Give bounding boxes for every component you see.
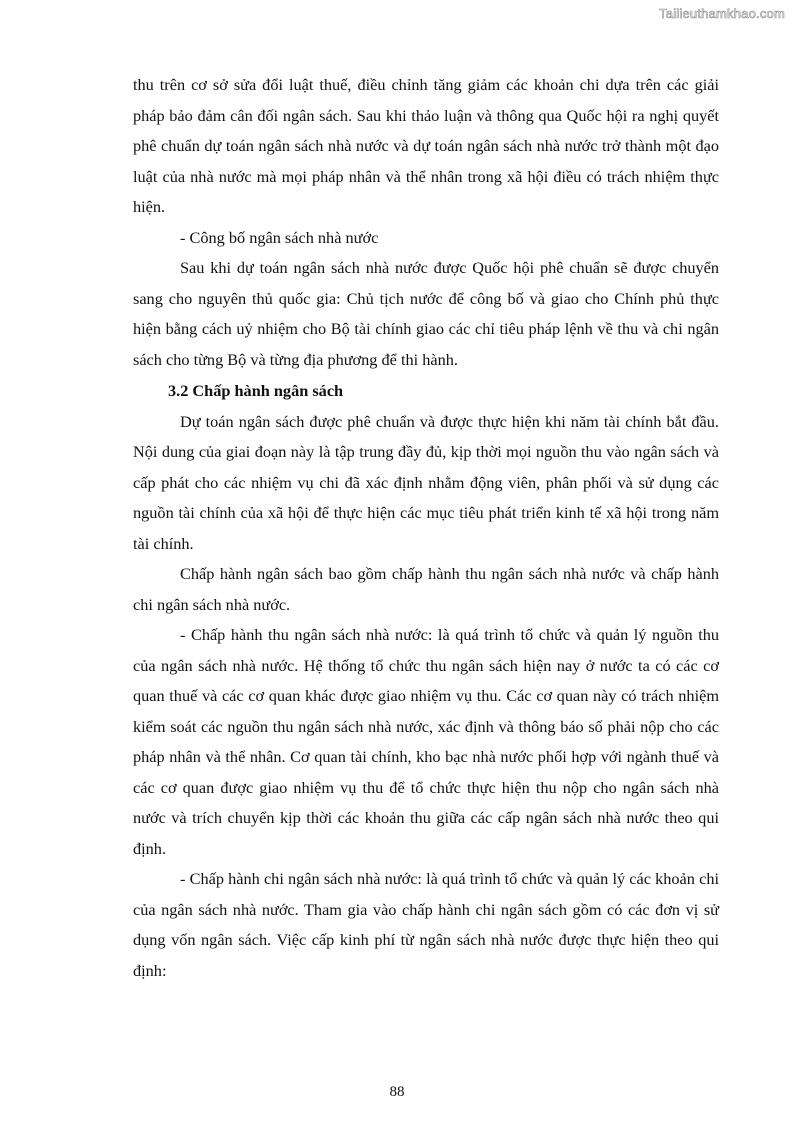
paragraph-expenditure-execution: - Chấp hành chi ngân sách nhà nước: là quá trình tổ chức và quản lý các khoản chi của ngân sách nhà nước. Tham gia vào chấp hành chi ngân sách gồm có các đơn vị sử dụng vốn ngân sách. Việc cấp kinh phí từ ngân sách nhà nước được thực hiện theo qui định: [133,869,719,980]
section-heading: 3.2 Chấp hành ngân sách [168,381,344,400]
paragraph-bullet-publish: - Công bố ngân sách nhà nước [180,227,379,247]
paragraph-publish-detail: Sau khi dự toán ngân sách nhà nước được Quốc hội phê chuẩn sẽ được chuyển sang cho nguyên thủ quốc gia: Chủ tịch nước để công bố và giao cho Chính phủ thực hiện bằng cách uỷ nhiệm cho Bộ tài chính giao các chỉ tiêu pháp lệnh về thu và chi ngân sách cho từng Bộ và từng địa phương để thi hành. [133,258,719,369]
paragraph-execution-intro: Dự toán ngân sách được phê chuẩn và được thực hiện khi năm tài chính bắt đầu. Nội dung của giai đoạn này là tập trung đầy đủ, kịp thời mọi nguồn thu vào ngân sách và cấp phát cho các nhiệm vụ chi đã xác định nhằm động viên, phân phối và sử dụng các nguồn tài chính của xã hội để thực hiện các mục tiêu phát triển kinh tế xã hội trong năm tài chính. [133,411,719,553]
document-body [133,70,719,986]
watermark-text: Tailieuthamkhao.com [659,6,785,21]
paragraph-revenue-execution: - Chấp hành thu ngân sách nhà nước: là quá trình tổ chức và quản lý nguồn thu của ngân sách nhà nước. Hệ thống tổ chức thu ngân sách hiện nay ở nước ta có các cơ quan thuế và các cơ quan khác được giao nhiệm vụ thu. Các cơ quan này có trách nhiệm kiểm soát các nguồn thu ngân sách nhà nước, xác định và thông báo số phải nộp cho các pháp nhân và thể nhân. Cơ quan tài chính, kho bạc nhà nước phối hợp với ngành thuế và các cơ quan được giao nhiệm vụ thu để tổ chức thực hiện thu nộp cho ngân sách nhà nước và trích chuyển kịp thời các khoản thu giữa các cấp ngân sách nhà nước theo qui định. [133,625,719,858]
paragraph-continuation: thu trên cơ sở sửa đổi luật thuế, điều chỉnh tăng giảm các khoản chi dựa trên các giải pháp bảo đảm cân đối ngân sách. Sau khi thảo luận và thông qua Quốc hội ra nghị quyết phê chuẩn dự toán ngân sách nhà nước và dự toán ngân sách nhà nước trở thành một đạo luật của nhà nước mà mọi pháp nhân và thể nhân trong xã hội điều có trách nhiệm thực hiện. [133,75,719,216]
page-number: 88 [389,1084,405,1100]
paragraph-execution-scope: Chấp hành ngân sách bao gồm chấp hành thu ngân sách nhà nước và chấp hành chi ngân sách nhà nước. [133,564,719,614]
